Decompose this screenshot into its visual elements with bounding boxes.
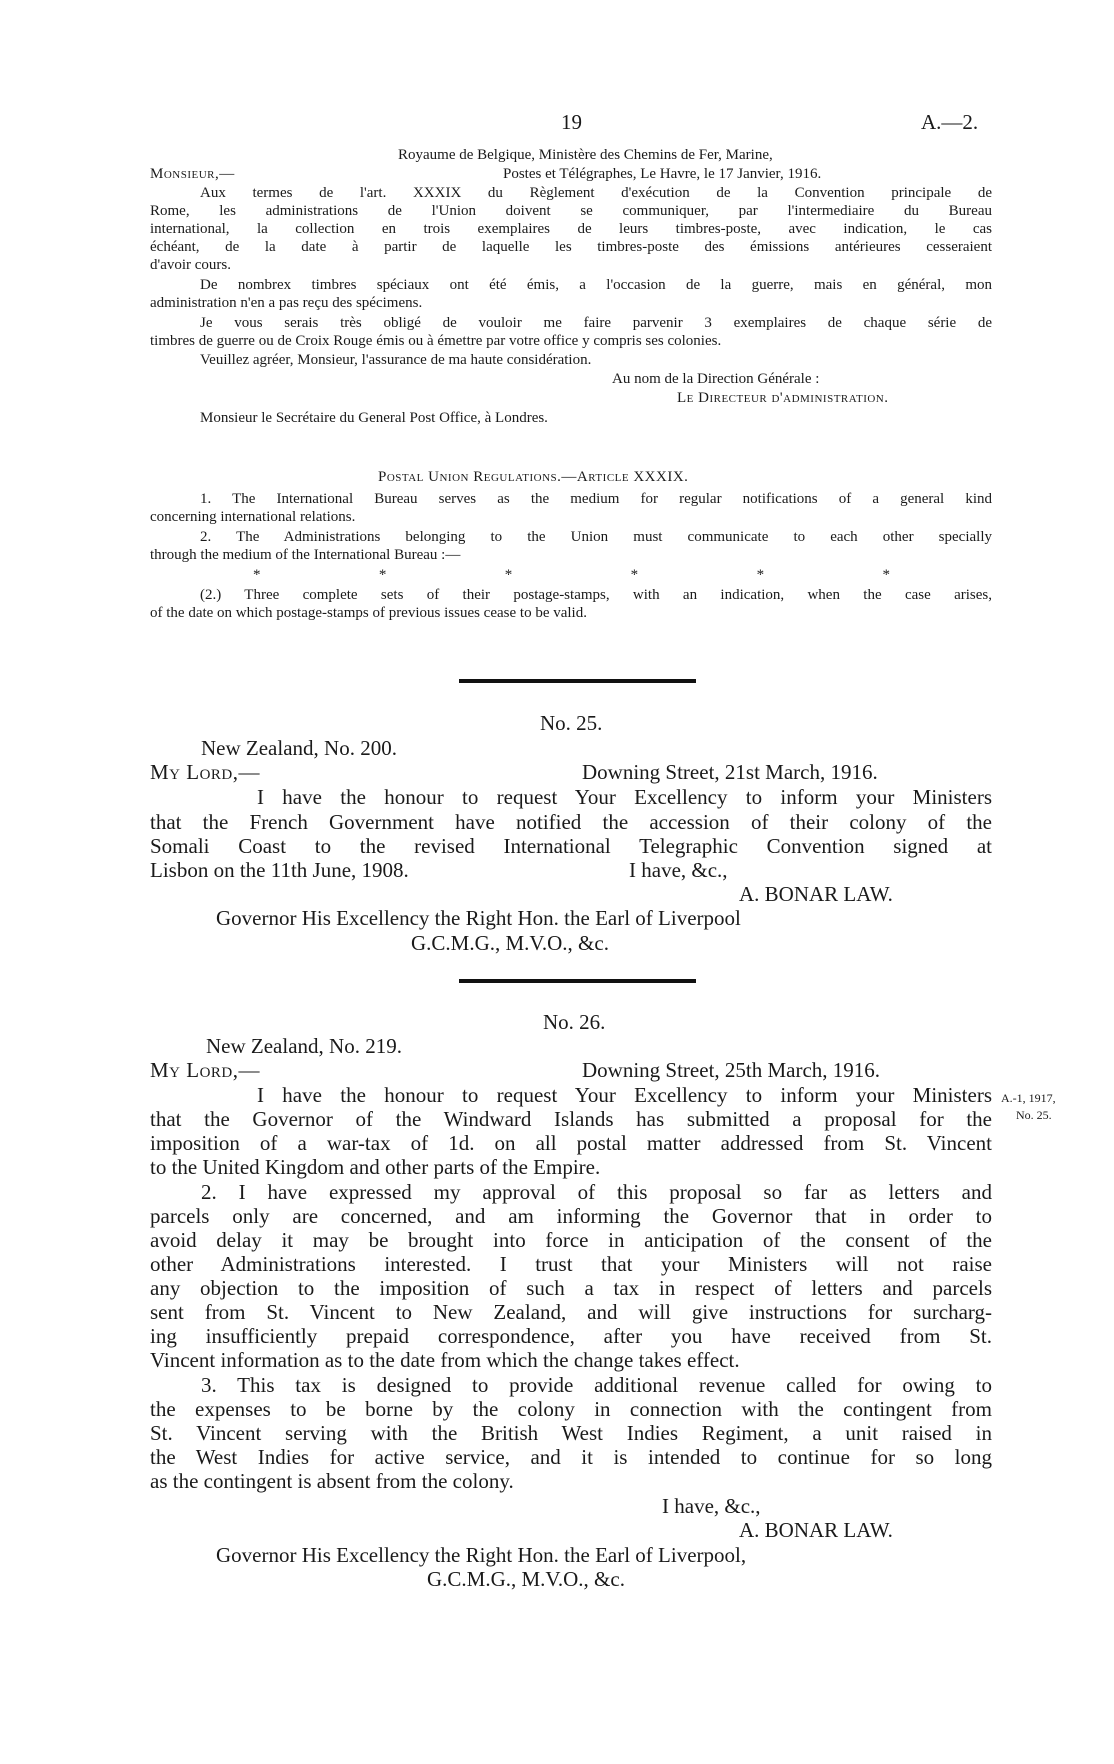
star: *	[378, 567, 387, 583]
letter26-para2-line: other Administrations interested. I trust that your Ministers will not raise	[150, 1252, 992, 1276]
letter26-para2-line: ing insufficiently prepaid correspondence, after you have received from St.	[150, 1324, 992, 1348]
french-para1-line: Aux termes de l'art. XXXIX du Règlement d'exécution de la Convention principale de	[200, 185, 992, 201]
french-para2-line: administration n'en a pas reçu des spécimens.	[150, 295, 423, 311]
letter26-para3-line: the West Indies for active service, and it is intended to continue for so long	[150, 1445, 992, 1469]
letter26-para1-line: imposition of a war-tax of 1d. on all postal matter addressed from St. Vincent	[150, 1131, 992, 1155]
regulation-item1-line: 1. The International Bureau serves as the medium for regular notifications of a general kind	[200, 491, 992, 507]
french-para2-line: De nombrex timbres spéciaux ont été émis, a l'occasion de la guerre, mais en général, mon	[200, 277, 992, 293]
letter25-salutation: My Lord,—	[150, 760, 261, 784]
regulations-heading: Postal Union Regulations.—Article XXXIX.	[378, 469, 689, 485]
letter26-para3-line: St. Vincent serving with the British West Indies Regiment, a unit raised in	[150, 1421, 992, 1445]
letter25-body-line: I have the honour to request Your Excellency to inform your Ministers	[257, 785, 992, 809]
letter26-para1-line: that the Governor of the Windward Islands has submitted a proposal for the	[150, 1107, 992, 1131]
regulation-item2-line: through the medium of the International Bureau :—	[150, 547, 461, 563]
section-divider	[459, 979, 696, 983]
french-para3-line: Je vous serais très obligé de vouloir me faire parvenir 3 exemplaires de chaque série de	[200, 315, 992, 331]
letter26-para1-line: I have the honour to request Your Excellency to inform your Ministers	[257, 1083, 992, 1107]
letter25-reference: New Zealand, No. 200.	[201, 736, 397, 760]
regulation-item2-line: 2. The Administrations belonging to the Union must communicate to each other specially	[200, 529, 992, 545]
letter26-i-have: I have, &c.,	[662, 1494, 761, 1518]
document-reference: A.—2.	[921, 110, 979, 134]
regulation-item3-line: of the date on which postage-stamps of previous issues cease to be valid.	[150, 605, 587, 621]
letter26-reference: New Zealand, No. 219.	[206, 1034, 402, 1058]
letter25-number: No. 25.	[540, 711, 603, 735]
star: *	[253, 567, 261, 583]
letter26-para3-line: the expenses to be borne by the colony in connection with the contingent from	[150, 1397, 992, 1421]
letter26-para2-line: Vincent information as to the date from which the change takes effect.	[150, 1348, 740, 1372]
french-letter-addressee: Monsieur le Secrétaire du General Post Office, à Londres.	[200, 410, 548, 426]
star: *	[504, 567, 513, 583]
french-letter-heading-line1: Royaume de Belgique, Ministère des Chemins de Fer, Marine,	[398, 147, 773, 163]
french-para1-line: Rome, les administrations de l'Union doivent se communiquer, par l'intermediaire du Bureau	[150, 203, 992, 219]
letter26-para2-line: sent from St. Vincent to New Zealand, and will give instructions for surcharg-	[150, 1300, 992, 1324]
regulation-item1-line: concerning international relations.	[150, 509, 356, 525]
letter26-place-date: Downing Street, 25th March, 1916.	[582, 1058, 881, 1082]
letter26-para2-line: avoid delay it may be brought into force in anticipation of the consent of the	[150, 1228, 992, 1252]
letter26-para3-line: as the contingent is absent from the colony.	[150, 1469, 514, 1493]
french-para1-line: échéant, de la date à partir de laquelle les timbres-poste des émissions antérieures cesseraient	[150, 239, 992, 255]
letter26-para2-line: parcels only are concerned, and am informing the Governor that in order to	[150, 1204, 992, 1228]
french-para3-line: timbres de guerre ou de Croix Rouge émis ou à émettre par votre office y compris ses colonies.	[150, 333, 722, 349]
letter25-i-have: I have, &c.,	[629, 858, 728, 882]
star: *	[882, 567, 890, 583]
letter25-body-line: Somali Coast to the revised International Telegraphic Convention signed at	[150, 834, 992, 858]
letter26-para1-line: to the United Kingdom and other parts of the Empire.	[150, 1155, 601, 1179]
letter26-number: No. 26.	[543, 1010, 606, 1034]
omission-stars	[253, 566, 890, 584]
section-divider	[459, 679, 696, 683]
regulation-item3-line: (2.) Three complete sets of their postage-stamps, with an indication, when the case arises,	[200, 587, 992, 603]
letter25-addressee-line1: Governor His Excellency the Right Hon. the Earl of Liverpool	[216, 906, 741, 930]
french-letter-heading-line2: Postes et Télégraphes, Le Havre, le 17 Janvier, 1916.	[503, 166, 822, 182]
letter25-addressee-line2: G.C.M.G., M.V.O., &c.	[411, 931, 609, 955]
french-para1-line: d'avoir cours.	[150, 257, 232, 273]
page-number: 19	[561, 110, 582, 134]
margin-note-line1: A.-1, 1917,	[1001, 1091, 1056, 1105]
star: *	[630, 567, 639, 583]
letter26-addressee-line1: Governor His Excellency the Right Hon. the Earl of Liverpool,	[216, 1543, 747, 1567]
letter25-place-date: Downing Street, 21st March, 1916.	[582, 760, 878, 784]
star: *	[756, 567, 765, 583]
letter26-para2-line: 2. I have expressed my approval of this proposal so far as letters and	[201, 1180, 992, 1204]
french-letter-closing: Veuillez agréer, Monsieur, l'assurance de ma haute considération.	[200, 352, 592, 368]
french-letter-signature1: Au nom de la Direction Générale :	[612, 371, 820, 387]
french-letter-salutation: Monsieur,—	[150, 166, 235, 182]
french-para1-line: international, la collection en trois exemplaires de leurs timbres-poste, avec indication, le cas	[150, 221, 992, 237]
margin-note-line2: No. 25.	[1016, 1108, 1052, 1122]
letter26-para3-line: 3. This tax is designed to provide additional revenue called for owing to	[201, 1373, 992, 1397]
letter26-para2-line: any objection to the imposition of such a tax in respect of letters and parcels	[150, 1276, 992, 1300]
letter26-salutation: My Lord,—	[150, 1058, 261, 1082]
letter25-signature: A. BONAR LAW.	[739, 882, 893, 906]
letter26-signature: A. BONAR LAW.	[739, 1518, 893, 1542]
french-letter-signature2: Le Directeur d'administration.	[677, 390, 889, 406]
letter26-addressee-line2: G.C.M.G., M.V.O., &c.	[427, 1567, 625, 1591]
letter25-body-line: that the French Government have notified the accession of their colony of the	[150, 810, 992, 834]
letter25-body-line: Lisbon on the 11th June, 1908.	[150, 858, 409, 882]
